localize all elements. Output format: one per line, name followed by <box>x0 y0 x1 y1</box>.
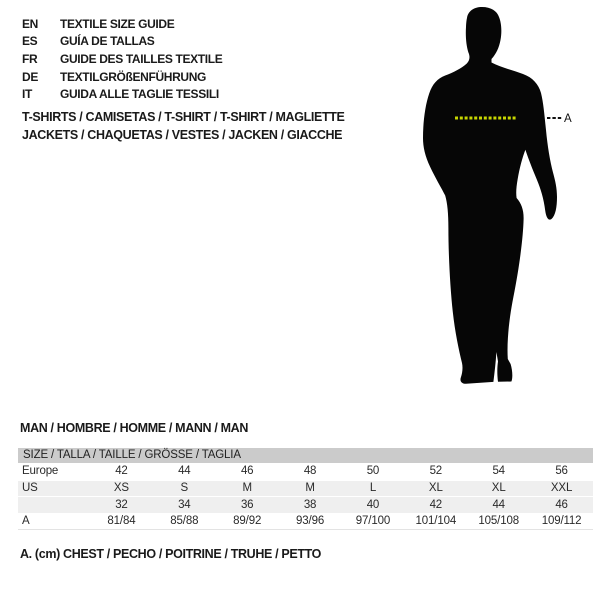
product-line-tshirts: T-SHIRTS / CAMISETAS / T-SHIRT / T-SHIRT / MAGLIETTE <box>22 110 345 124</box>
size-table-header: SIZE / TALLA / TAILLE / GRÖSSE / TAGLIA <box>18 448 593 463</box>
size-value: 50 <box>366 465 380 478</box>
language-label: GUÍA DE TALLAS <box>60 34 155 49</box>
language-row <box>22 85 222 103</box>
size-value: 42 <box>115 465 128 478</box>
language-row <box>22 15 222 33</box>
size-value: M <box>305 482 315 495</box>
size-value: 101/104 <box>415 514 457 527</box>
size-value: XL <box>428 482 443 495</box>
measurement-footnote: A. (cm) CHEST / PECHO / POITRINE / TRUHE / PETTO <box>20 547 322 561</box>
man-silhouette <box>423 7 557 384</box>
section-title-man: MAN / HOMBRE / HOMME / MANN / MAN <box>20 421 249 435</box>
size-table-row <box>18 463 593 480</box>
size-value: 85/88 <box>170 514 199 527</box>
size-table-row <box>18 496 593 513</box>
size-value: 56 <box>555 465 568 478</box>
size-value: 109/112 <box>541 514 582 527</box>
language-label: TEXTILGRÖßENFÜHRUNG <box>60 69 207 84</box>
size-value: 44 <box>178 465 191 478</box>
language-code: EN <box>22 16 38 31</box>
size-value: 46 <box>240 465 254 478</box>
size-row-label: Europe <box>22 465 59 478</box>
size-value: XL <box>491 482 506 495</box>
size-value: 32 <box>115 498 128 511</box>
language-list <box>22 15 222 103</box>
size-value: 97/100 <box>355 514 391 527</box>
size-value: 46 <box>555 498 568 511</box>
size-value: L <box>369 482 377 495</box>
size-value: 42 <box>429 498 443 511</box>
language-label: GUIDE DES TAILLES TEXTILE <box>60 51 223 66</box>
size-value: 36 <box>240 498 254 511</box>
size-value: 81/84 <box>107 514 136 527</box>
language-code: ES <box>22 34 38 49</box>
size-value: XS <box>113 482 129 495</box>
measure-label-a: A <box>564 113 572 125</box>
size-value: XXL <box>550 482 573 495</box>
language-label: GUIDA ALLE TAGLIE TESSILI <box>60 87 219 102</box>
size-value: 89/92 <box>233 514 262 527</box>
size-row-label: A <box>22 514 30 527</box>
language-row <box>22 50 222 68</box>
size-value: 105/108 <box>478 514 519 527</box>
language-row <box>22 33 222 51</box>
size-value: M <box>242 482 252 495</box>
size-value: S <box>180 482 189 495</box>
size-value: 38 <box>303 498 317 511</box>
product-categories <box>22 108 345 144</box>
size-value: 48 <box>303 465 317 478</box>
size-value: 52 <box>429 465 443 478</box>
language-label: TEXTILE SIZE GUIDE <box>60 16 175 31</box>
language-code: DE <box>22 69 38 84</box>
man-silhouette-figure <box>395 0 600 400</box>
size-value: 44 <box>492 498 505 511</box>
size-value: 93/96 <box>296 514 325 527</box>
size-table <box>18 448 593 530</box>
language-code: FR <box>22 51 38 66</box>
size-value: 40 <box>366 498 380 511</box>
size-value: 54 <box>492 465 505 478</box>
size-value: 34 <box>178 498 191 511</box>
size-row-label: US <box>22 482 38 495</box>
language-row <box>22 68 222 86</box>
size-table-row <box>18 480 593 497</box>
product-line-jackets: JACKETS / CHAQUETAS / VESTES / JACKEN / GIACCHE <box>22 128 343 142</box>
language-code: IT <box>22 87 32 102</box>
size-table-row <box>18 513 593 530</box>
man-silhouette-svg <box>395 0 600 400</box>
